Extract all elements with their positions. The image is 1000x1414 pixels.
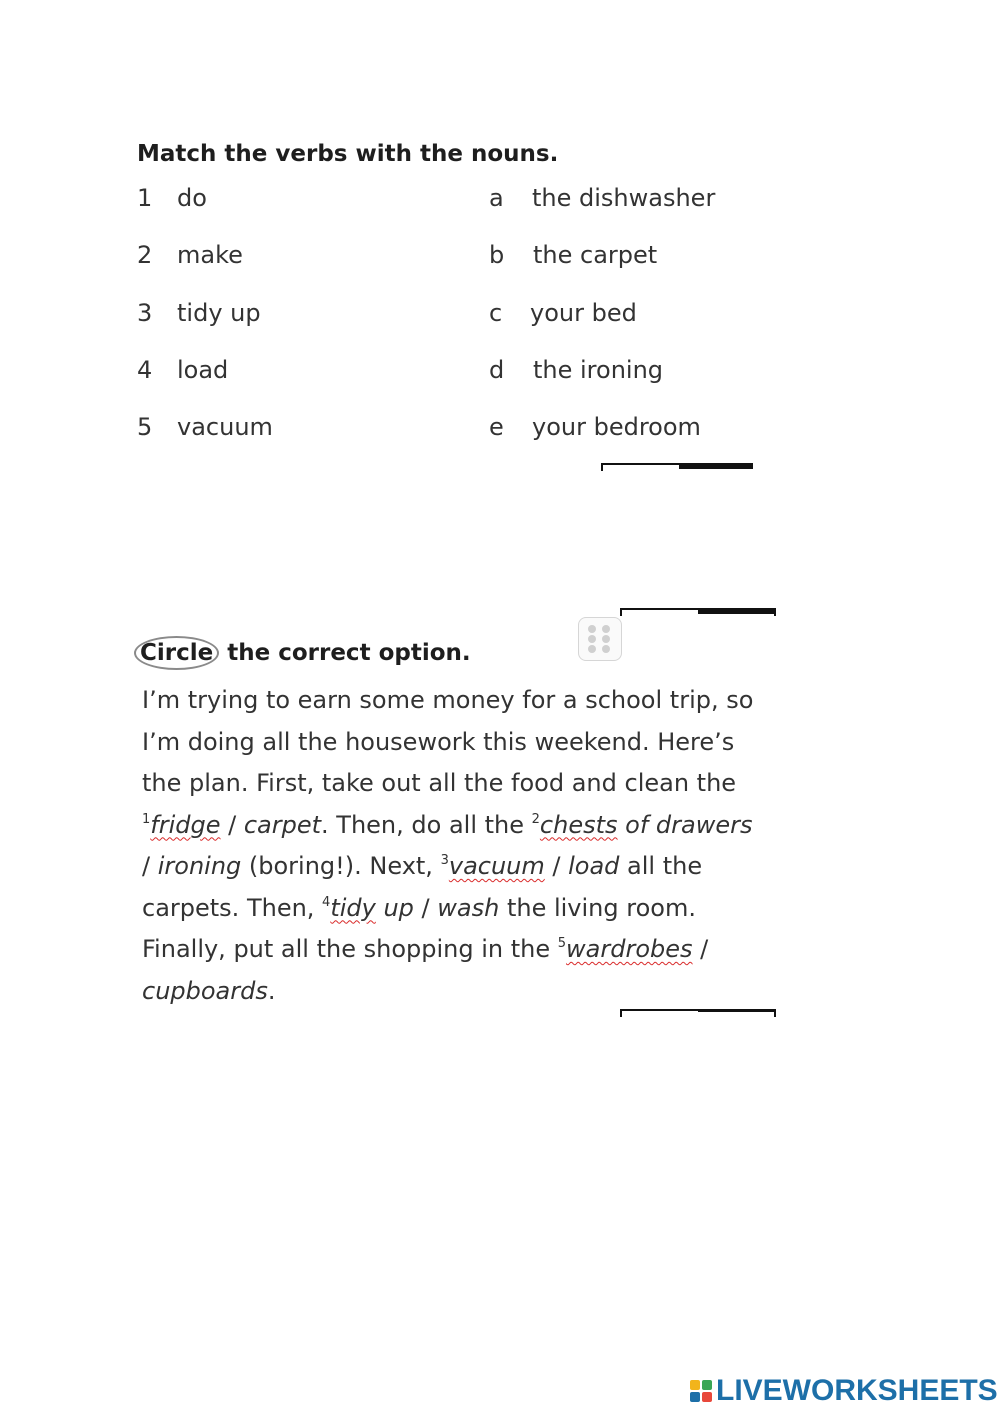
drag-handle-icon[interactable]: [578, 617, 622, 661]
verb-text: load: [177, 356, 229, 384]
paragraph-line: [142, 805, 802, 847]
noun-text: the dishwasher: [532, 184, 716, 212]
noun-letter: d: [489, 356, 505, 384]
noun-text: the ironing: [533, 356, 664, 384]
verb-text: make: [177, 241, 243, 269]
slash: /: [413, 893, 438, 922]
verb-number: 5: [137, 413, 153, 441]
text: carpets. Then,: [142, 893, 323, 922]
score-line: [620, 1009, 776, 1017]
text: Finally, put all the shopping in the: [142, 935, 558, 963]
brand-text: LIVEWORKSHEETS: [716, 1374, 998, 1407]
noun-text: the carpet: [533, 241, 658, 269]
noun-text: your bed: [530, 299, 637, 327]
circled-word: Circle: [134, 636, 219, 670]
noun-letter: a: [489, 184, 504, 212]
option-4a-rest[interactable]: up: [375, 893, 414, 922]
noun-text: your bedroom: [532, 413, 701, 441]
exercise2-heading: [140, 636, 471, 670]
text: . Then, do all the: [321, 810, 532, 839]
text: the living room.: [499, 893, 696, 922]
slash: /: [220, 810, 244, 839]
paragraph-line: the plan. First, take out all the food and clean the: [142, 769, 737, 797]
verb-text: vacuum: [177, 413, 273, 441]
gap-number: 5: [557, 936, 567, 951]
gap-number: 4: [322, 894, 331, 910]
liveworksheets-icon: [690, 1380, 712, 1402]
slash: /: [692, 935, 709, 963]
option-3b[interactable]: load: [568, 852, 620, 880]
brand-square: [702, 1392, 712, 1402]
gap-number: 3: [440, 853, 449, 868]
option-1b[interactable]: carpet: [243, 810, 322, 839]
noun-letter: c: [489, 299, 503, 327]
brand-square: [690, 1380, 700, 1390]
option-3a[interactable]: vacuum: [448, 852, 545, 880]
verb-number: 2: [137, 241, 153, 269]
option-5a[interactable]: wardrobes: [566, 935, 693, 963]
brand-square: [702, 1380, 712, 1390]
option-4a[interactable]: tidy: [330, 893, 376, 922]
paragraph-line: [142, 929, 802, 971]
option-1a[interactable]: fridge: [150, 810, 221, 839]
verb-number: 1: [137, 184, 153, 212]
text: (boring!). Next,: [241, 852, 441, 880]
verb-text: tidy up: [177, 299, 261, 327]
noun-letter: b: [489, 241, 505, 269]
option-2b[interactable]: ironing: [157, 852, 242, 880]
score-line: [620, 608, 776, 616]
gap-number: 2: [531, 811, 540, 827]
option-2a-rest[interactable]: of drawers: [617, 810, 753, 839]
exercise1-heading: Match the verbs with the nouns.: [137, 141, 559, 167]
text: all the: [619, 852, 703, 880]
brand-logo[interactable]: [690, 1374, 998, 1408]
verb-text: do: [177, 184, 207, 212]
noun-letter: e: [489, 413, 504, 441]
gap-number: 1: [142, 811, 151, 827]
brand-square: [690, 1392, 700, 1402]
verb-number: 4: [137, 356, 153, 384]
slash: /: [142, 852, 158, 880]
option-2a[interactable]: chests: [539, 810, 618, 839]
paragraph-line: [142, 888, 802, 930]
paragraph-line: I’m doing all the housework this weekend. Here’s: [142, 727, 735, 756]
option-4b[interactable]: wash: [437, 893, 500, 922]
paragraph-line: I’m trying to earn some money for a school trip, so: [142, 686, 754, 714]
slash: /: [544, 852, 569, 880]
paragraph-line: [142, 846, 802, 888]
heading-rest: the correct option.: [219, 640, 471, 666]
paragraph-line: [142, 971, 802, 1013]
period: .: [267, 976, 276, 1005]
exercise2-paragraph: [142, 680, 802, 1012]
verb-number: 3: [137, 299, 153, 327]
score-line: [601, 463, 753, 471]
option-5b[interactable]: cupboards: [142, 976, 268, 1005]
